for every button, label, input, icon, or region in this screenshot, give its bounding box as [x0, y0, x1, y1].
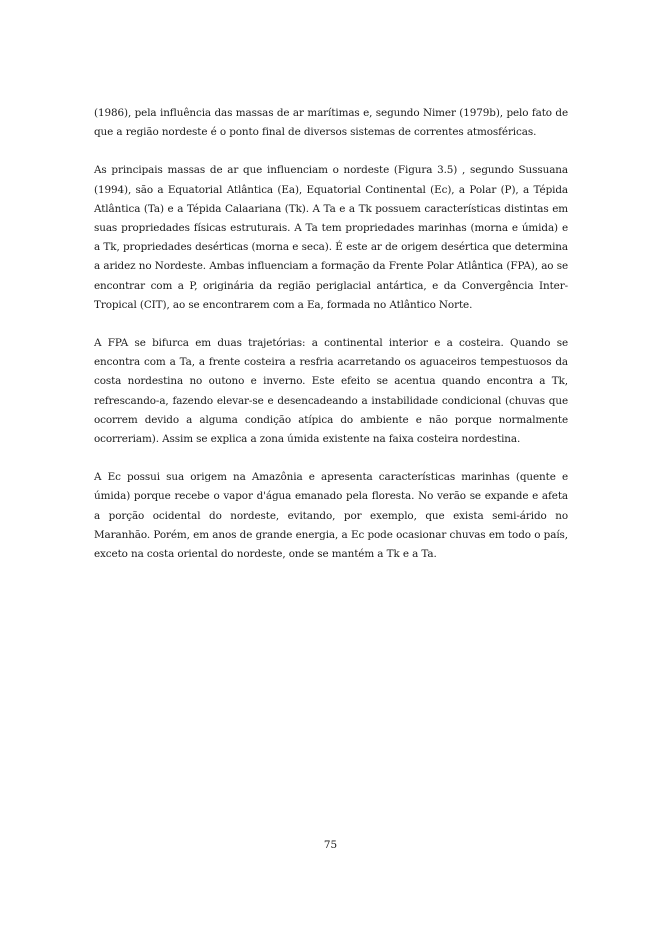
paragraph-ec: A Ec possui sua origem na Amazônia e apresenta características marinhas (quente e úmida) porque recebe o vapor d'água emanado pela floresta. No verão se expande e afeta a porção ocidental do nordeste, evitando, por exemplo, que exista semi-árido no Maranhão. Porém, em anos de grande energia, a Ec pode ocasionar chuvas em todo o país, exceto na costa oriental do nordeste, onde se mantém a Tk e a Ta.	[94, 471, 568, 561]
page-number: 75	[323, 839, 338, 851]
paragraph-continuation: (1986), pela influência das massas de ar marítimas e, segundo Nimer (1979b), pelo fato de que a região nordeste é o ponto final de diversos sistemas de correntes atmosféricas.	[94, 107, 568, 139]
page-body	[94, 104, 568, 583]
paragraph-fpa: A FPA se bifurca em duas trajetórias: a continental interior e a costeira. Quando se encontra com a Ta, a frente costeira a resfria acarretando os aguaceiros tempestuosos da costa nordestina no outono e inverno. Este efeito se acentua quando encontra a Tk, refrescando-a, fazendo elevar-se e desencadeando a instabilidade condicional (chuvas que ocorrem devido a alguma condição atípica do ambiente e não porque normalmente ocorreriam). Assim se explica a zona úmida existente na faixa costeira nordestina.	[94, 337, 568, 446]
paragraph-air-masses: As principais massas de ar que influenciam o nordeste (Figura 3.5) , segundo Sussuana (1994), são a Equatorial Atlântica (Ea), Equatorial Continental (Ec), a Polar (P), a Tépida Atlântica (Ta) e a Tépida Calaariana (Tk). A Ta e a Tk possuem características distintas em suas propriedades físicas estruturais. A Ta tem propriedades marinhas (morna e úmida) e a Tk, propriedades desérticas (morna e seca). É este ar de origem desértica que determina a aridez no Nordeste. Ambas influenciam a formação da Frente Polar Atlântica (FPA), ao se encontrar com a P, originária da região periglacial antártica, e da Convergência Inter-Tropical (CIT), ao se encontrarem com a Ea, formada no Atlântico Norte.	[94, 164, 568, 311]
